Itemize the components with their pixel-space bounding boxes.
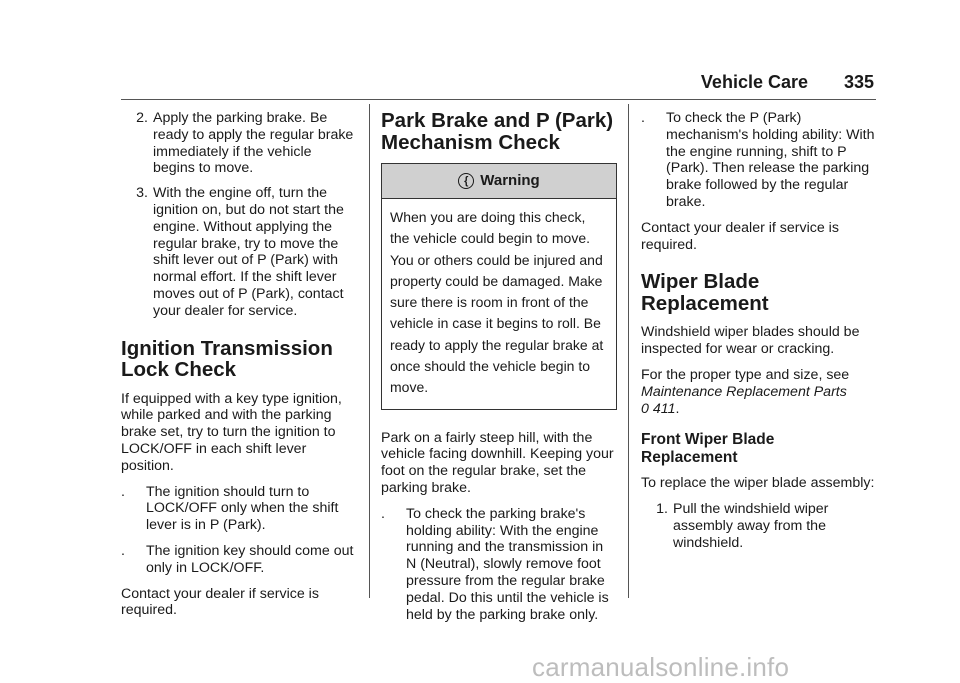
page-ref-icon: 0	[641, 400, 649, 417]
step-1	[641, 501, 877, 551]
step-text: Pull the windshield wiper assembly away from the windshield.	[673, 501, 829, 551]
list-item	[381, 506, 617, 624]
step-text: With the engine off, turn the ignition on, but do not start the engine. Without applying the regular brake, try to move the shift lever out of P (Park) with normal effort. If the shift lever moves out of P (Park), contact your dealer for service.	[153, 185, 344, 319]
step-2	[121, 110, 357, 177]
bullet-mark: .	[121, 542, 125, 559]
replace-intro: To replace the wiper blade assembly:	[641, 475, 875, 492]
warning-text: When you are doing this check, the vehicle could begin to move. You or others could be injured and property could be damaged. Make sure there is room in front of the vehicle in case it begins to roll. Be ready to apply the regular brake at once should the vehicle begin to move.	[390, 209, 604, 396]
watermark: carmanualsonline.info	[532, 652, 790, 682]
ignition-intro: If equipped with a key type ignition, while parked and with the parking brake set, try to turn the ignition to LOCK/OFF in each shift lever position.	[121, 390, 342, 474]
header-rule	[121, 99, 876, 100]
contact-dealer-text: Contact your dealer if service is required.	[121, 585, 319, 619]
wiper-heading: Wiper Blade Replacement	[641, 270, 769, 315]
bullet-mark: .	[381, 505, 385, 522]
list-item	[641, 110, 877, 211]
step-text: Apply the parking brake. Be ready to apply the regular brake immediately if the vehicle begins to move.	[153, 110, 354, 177]
bullet-text: The ignition key should come out only in LOCK/OFF.	[146, 542, 354, 576]
page-header	[0, 72, 874, 96]
park-brake-heading: Park Brake and P (Park) Mechanism Check	[381, 109, 614, 154]
warning-box	[381, 163, 617, 410]
step-3	[121, 185, 357, 319]
wiper-inspect-text: Windshield wiper blades should be inspected for wear or cracking.	[641, 324, 860, 358]
warning-header	[382, 164, 616, 199]
park-brake-intro: Park on a fairly steep hill, with the vehicle facing downhill. Keeping your foot on the regular brake, set the parking brake.	[381, 429, 614, 497]
section-title: Vehicle Care	[700, 72, 808, 92]
list-item	[121, 484, 357, 534]
wiper-type-text: For the proper type and size, see Maintenance Replacement Parts 0 411.	[641, 366, 850, 417]
maintenance-parts-link[interactable]: Maintenance Replacement Parts	[641, 383, 847, 400]
step-number: 1.	[656, 501, 668, 518]
bullet-text: To check the P (Park) mechanism's holding ability: With the engine running, shift to P (Park). Then release the parking brake followed by the regular brake.	[666, 110, 875, 210]
warning-icon: {	[458, 173, 474, 189]
bullet-text: The ignition should turn to LOCK/OFF only when the shift lever is in P (Park).	[146, 483, 339, 534]
page-ref-link[interactable]: 411	[652, 400, 676, 417]
step-number: 3.	[136, 185, 148, 202]
list-item	[121, 543, 357, 577]
step-number: 2.	[136, 110, 148, 126]
ignition-lock-heading: Ignition Transmission Lock Check	[121, 336, 333, 382]
column-3	[641, 110, 877, 560]
bullet-mark: .	[121, 483, 125, 500]
page-number: 335	[843, 72, 874, 92]
warning-title: Warning	[480, 171, 540, 189]
contact-dealer-text: Contact your dealer if service is required.	[641, 219, 839, 253]
column-1	[121, 110, 357, 628]
bullet-mark: .	[641, 110, 645, 126]
front-wiper-heading: Front Wiper Blade Replacement	[641, 431, 775, 467]
column-2	[381, 110, 617, 632]
column-divider-2	[628, 104, 629, 598]
column-divider-1	[369, 104, 370, 598]
bullet-text: To check the parking brake's holding ability: With the engine running and the transmission in N (Neutral), slowly remove foot pressure from the regular brake pedal. Do this until the vehicle is held by the parking brake only.	[406, 505, 609, 623]
